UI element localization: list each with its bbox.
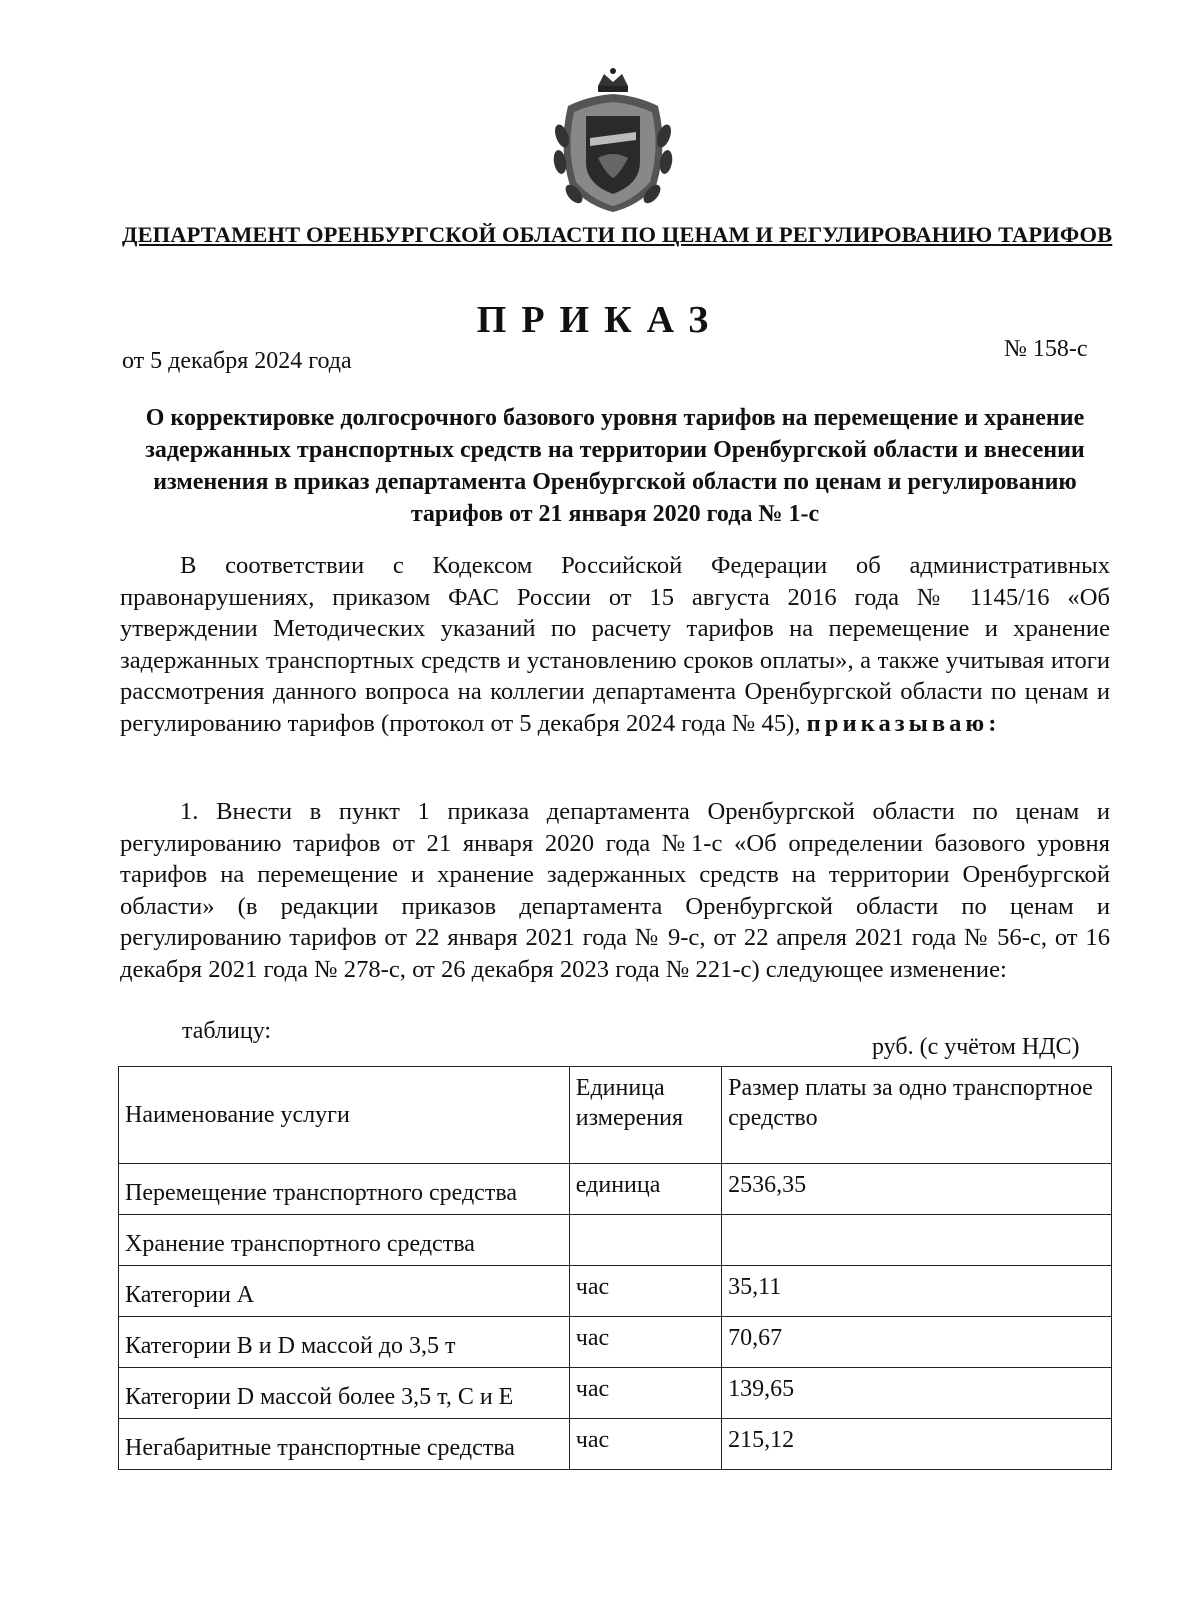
document-number: № 158-с [1004, 336, 1088, 362]
cell-service: Категории В и D массой до 3,5 т [119, 1317, 570, 1368]
table-row [119, 1317, 1112, 1368]
table-intro: таблицу: [182, 1018, 272, 1044]
tariff-table [118, 1066, 1112, 1470]
cell-unit [569, 1215, 721, 1266]
organization-name: ДЕПАРТАМЕНТ ОРЕНБУРГСКОЙ ОБЛАСТИ ПО ЦЕНАМ И РЕГУЛИРОВАНИЮ ТАРИФОВ [122, 222, 1113, 247]
order-keyword: приказываю: [806, 709, 1001, 737]
cell-unit: единица [569, 1164, 721, 1215]
table-row [119, 1419, 1112, 1470]
currency-unit-note: руб. (с учётом НДС) [872, 1034, 1080, 1060]
cell-service: Перемещение транспортного средства [119, 1164, 570, 1215]
header-service-name: Наименование услуги [119, 1067, 570, 1164]
header-unit: Единица измерения [569, 1067, 721, 1164]
document-type-title: ПРИКАЗ [476, 299, 724, 341]
clause-1-paragraph: 1. Внести в пункт 1 приказа департамента Оренбургской области по ценам и регулированию тарифов от 21 января 2020 года №1-с «Об определении базового уровня тарифов на перемещение и хранение задержанных средств на территории Оренбургской области» (в редакции приказов департамента Оренбургской области по ценам и регулированию тарифов от 22 января 2021 года № 9-с, от 22 апреля 2021 года № 56-с, от 16 декабря 2021 года № 278-с, от 26 декабря 2023 года № 221-с) следующее изменение: [120, 798, 1110, 983]
cell-service: Негабаритные транспортные средства [119, 1419, 570, 1470]
cell-fee: 215,12 [722, 1419, 1112, 1470]
document-date: от 5 декабря 2024 года [122, 348, 352, 374]
cell-fee: 70,67 [722, 1317, 1112, 1368]
table-row [119, 1164, 1112, 1215]
document-subject: О корректировке долгосрочного базового уровня тарифов на перемещение и хранение задержанных транспортных средств на территории Оренбургской области и внесении изменения в приказ департамента Оренбургской области по ценам и регулированию тарифов от 21 января 2020 года № 1-с [145, 405, 1085, 527]
table-header-row [119, 1067, 1112, 1164]
cell-service: Категории D массой более 3,5 т, С и Е [119, 1368, 570, 1419]
cell-service: Категории А [119, 1266, 570, 1317]
cell-unit: час [569, 1266, 721, 1317]
cell-fee [722, 1215, 1112, 1266]
cell-unit: час [569, 1419, 721, 1470]
header-fee: Размер платы за одно транспортное средство [722, 1067, 1112, 1164]
table-row [119, 1368, 1112, 1419]
cell-fee: 2536,35 [722, 1164, 1112, 1215]
table-row [119, 1266, 1112, 1317]
preamble-text: В соответствии с Кодексом Российской Федерации об административных правонарушениях, приказом ФАС России от 15 августа 2016 года № 1145/16 «Об утверждении Методических указаний по расчету тарифов на перемещение и хранение задержанных транспортных средств и установлению сроков оплаты», а также учитывая итоги рассмотрения данного вопроса на коллегии департамента Оренбургской области по ценам и регулированию тарифов (протокол от 5 декабря 2024 года № 45), [120, 552, 1110, 737]
cell-unit: час [569, 1368, 721, 1419]
cell-unit: час [569, 1317, 721, 1368]
cell-fee: 35,11 [722, 1266, 1112, 1317]
table-row [119, 1215, 1112, 1266]
preamble-paragraph [120, 550, 1110, 739]
coat-of-arms-emblem [548, 66, 678, 216]
cell-service: Хранение транспортного средства [119, 1215, 570, 1266]
cell-fee: 139,65 [722, 1368, 1112, 1419]
